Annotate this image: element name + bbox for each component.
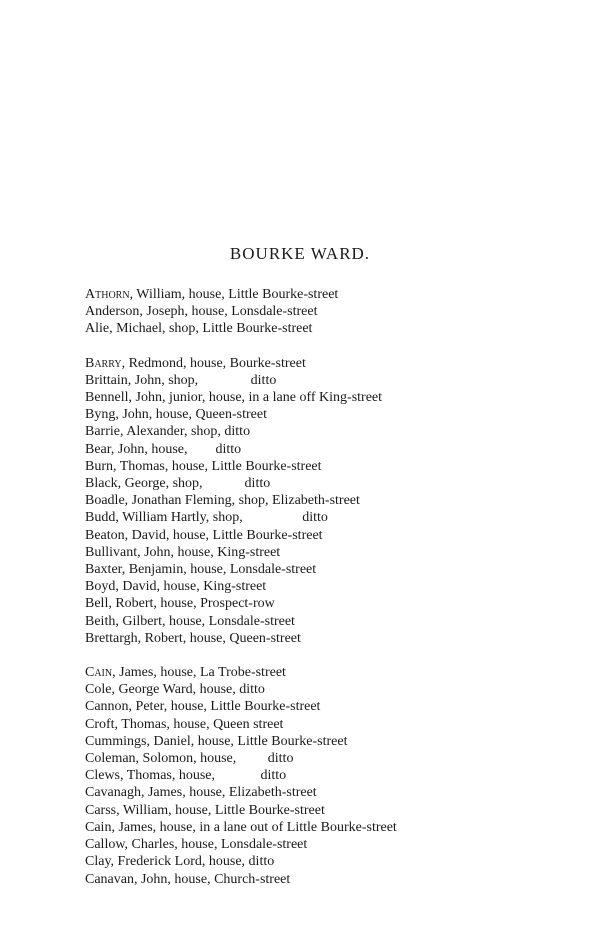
entry-text: Bell, Robert, house, Prospect-row — [85, 596, 275, 612]
entry-text: Barrie, Alexander, shop, ditto — [85, 424, 251, 440]
directory-entry — [85, 509, 585, 526]
directory-entry — [85, 871, 585, 888]
directory-entries — [85, 286, 585, 888]
directory-entry — [85, 716, 585, 733]
entry-text: Croft, Thomas, house, Queen street — [85, 716, 284, 732]
page-title: BOURKE WARD. — [229, 244, 371, 263]
entry-text: Beaton, David, house, Little Bourke-street — [85, 527, 323, 543]
entry-text: Byng, John, house, Queen-street — [85, 407, 267, 423]
directory-entry — [85, 372, 585, 389]
directory-entry — [85, 595, 585, 612]
entry-text: Canavan, John, house, Church-street — [85, 871, 291, 887]
entry-text: Burn, Thomas, house, Little Bourke-street — [85, 458, 322, 474]
entry-text: Cain, James, house, in a lane out of Little Bourke-street — [85, 819, 397, 835]
directory-entry — [85, 441, 585, 458]
entry-text: Brittain, John, shop, ditto — [85, 372, 277, 388]
directory-entry — [85, 458, 585, 475]
entry-text: Anderson, Joseph, house, Lonsdale-street — [85, 304, 318, 320]
entry-surname: Barry — [85, 355, 122, 371]
directory-entry — [85, 698, 585, 715]
directory-entry — [85, 630, 585, 647]
directory-entry — [85, 802, 585, 819]
entry-text: Clews, Thomas, house, ditto — [85, 768, 287, 784]
entry-text: Callow, Charles, house, Lonsdale-street — [85, 837, 308, 853]
entry-text: , James, house, La Trobe-street — [112, 665, 286, 681]
directory-entry — [85, 819, 585, 836]
entry-surname: Athorn — [85, 287, 130, 302]
entry-text: Cavanagh, James, house, Elizabeth-street — [85, 785, 317, 801]
directory-entry — [85, 527, 585, 544]
directory-entry — [85, 320, 585, 337]
entry-text: Bennell, John, junior, house, in a lane off King-street — [85, 390, 383, 406]
entry-text: Carss, William, house, Little Bourke-street — [85, 802, 325, 818]
entry-text: Beith, Gilbert, house, Lonsdale-street — [85, 613, 295, 629]
entry-text: Black, George, shop, ditto — [85, 476, 271, 492]
directory-entry — [85, 423, 585, 440]
letter-group — [85, 664, 585, 888]
directory-entry — [85, 544, 585, 561]
entry-text: , Redmond, house, Bourke-street — [121, 355, 306, 371]
directory-entry — [85, 389, 585, 406]
entry-text: Coleman, Solomon, house, ditto — [85, 751, 294, 767]
directory-entry — [85, 681, 585, 698]
entry-text: Brettargh, Robert, house, Queen-street — [85, 630, 301, 646]
entry-text: Clay, Frederick Lord, house, ditto — [85, 854, 275, 870]
directory-entry — [85, 475, 585, 492]
directory-entry — [85, 664, 585, 681]
entry-text: Cole, George Ward, house, ditto — [85, 682, 265, 698]
entry-text: Boadle, Jonathan Fleming, shop, Elizabeth-street — [85, 493, 360, 509]
letter-group — [85, 286, 585, 338]
entry-surname: Cain — [85, 665, 113, 681]
directory-entry — [85, 578, 585, 595]
letter-group — [85, 355, 585, 647]
directory-entry — [85, 733, 585, 750]
entry-text: , William, house, Little Bourke-street — [129, 287, 339, 302]
directory-entry — [85, 750, 585, 767]
entry-text: Baxter, Benjamin, house, Lonsdale-street — [85, 562, 317, 578]
directory-entry — [85, 561, 585, 578]
directory-entry — [85, 303, 585, 320]
directory-entry — [85, 613, 585, 630]
directory-entry — [85, 406, 585, 423]
directory-entry — [85, 355, 585, 372]
directory-entry — [85, 853, 585, 870]
entry-text: Alie, Michael, shop, Little Bourke-street — [85, 321, 313, 337]
directory-entry — [85, 784, 585, 801]
entry-text: Cummings, Daniel, house, Little Bourke-street — [85, 733, 348, 749]
directory-entry — [85, 286, 585, 303]
entry-text: Bear, John, house, ditto — [85, 441, 242, 457]
directory-entry — [85, 767, 585, 784]
entry-text: Boyd, David, house, King-street — [85, 579, 267, 595]
directory-entry — [85, 492, 585, 509]
directory-entry — [85, 836, 585, 853]
entry-text: Cannon, Peter, house, Little Bourke-street — [85, 699, 321, 715]
entry-text: Budd, William Hartly, shop, ditto — [85, 510, 328, 526]
entry-text: Bullivant, John, house, King-street — [85, 544, 281, 560]
